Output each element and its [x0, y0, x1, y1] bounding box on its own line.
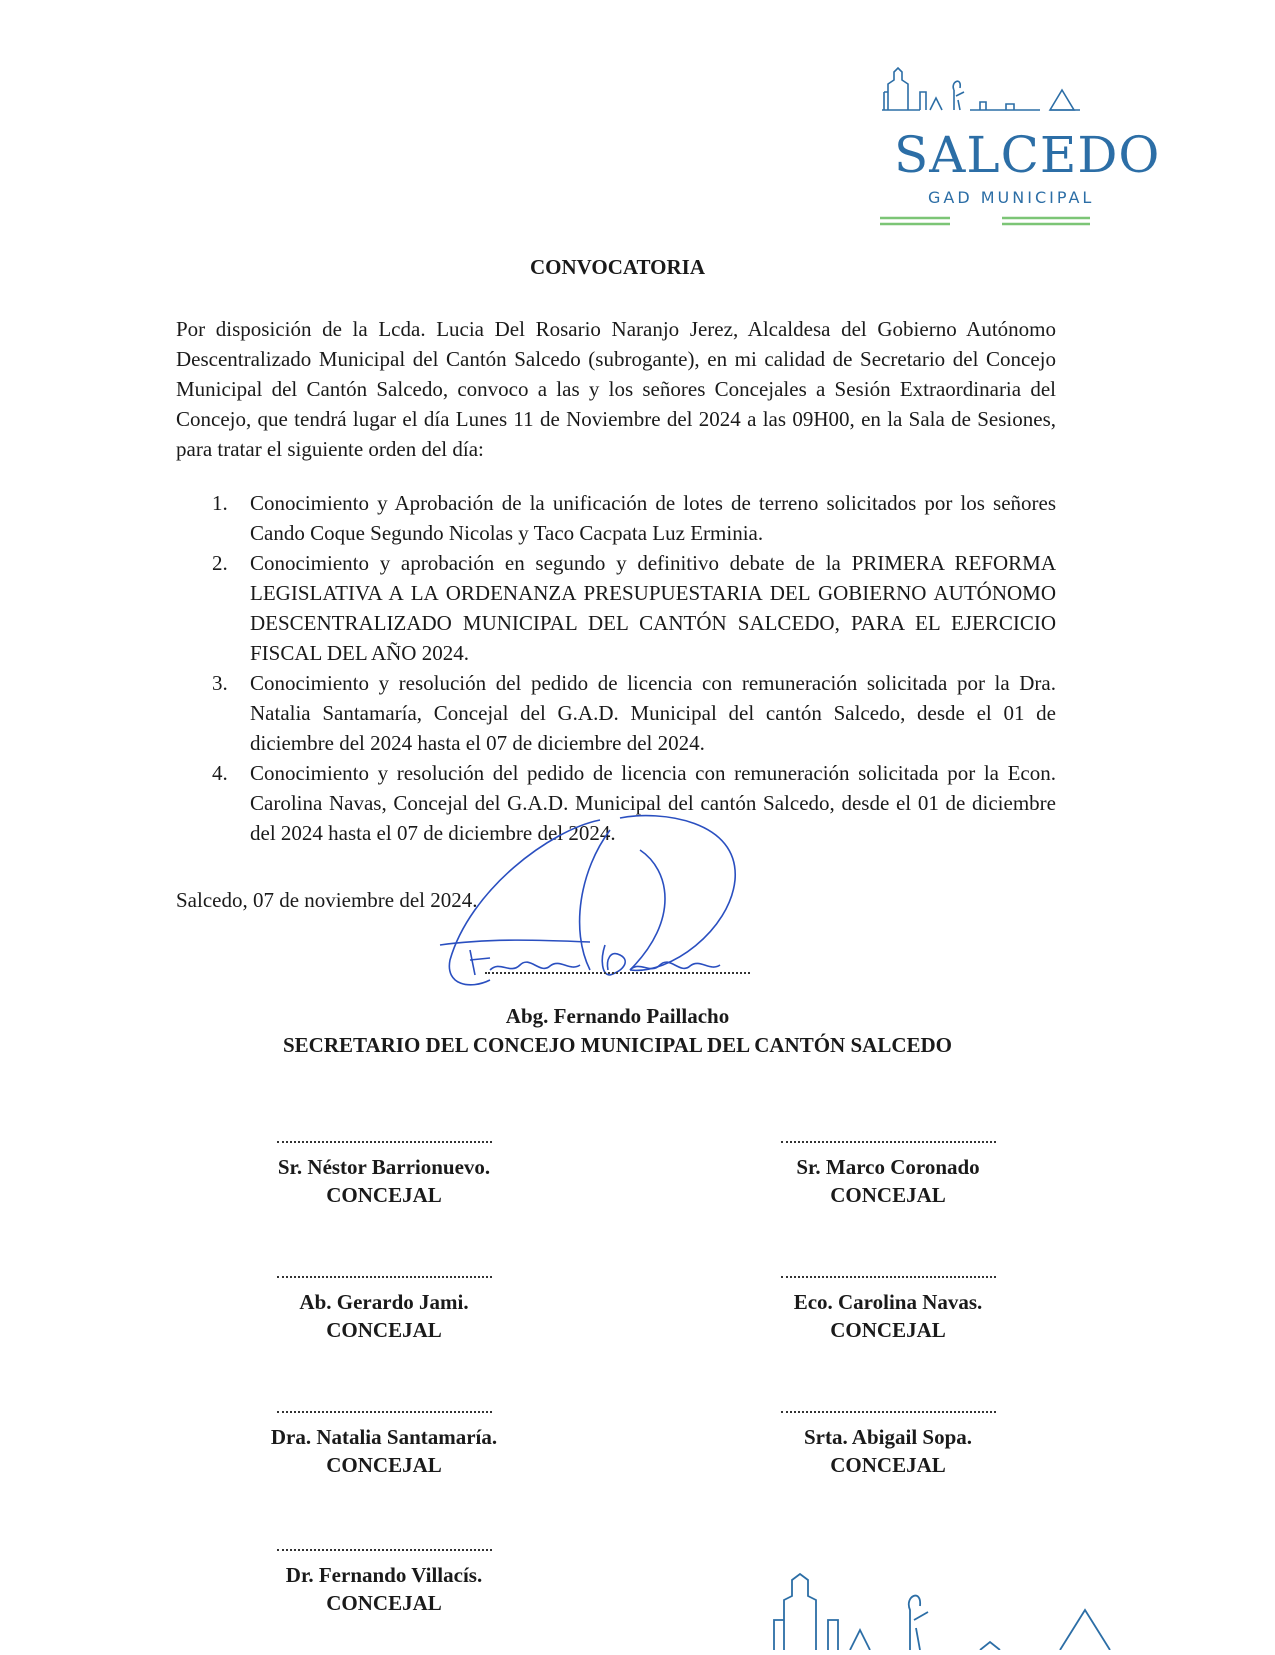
- agenda-item-text: Conocimiento y aprobación en segundo y definitivo debate de la PRIMERA REFORMA LEGISLATIVA A LA ORDENANZA PRESUPUESTARIA DEL GOBIERNO AUTÓNOMO DESCENTRALIZADO MUNICIPAL DEL CANTÓN SALCEDO, PARA EL EJERCICIO FISCAL DEL AÑO 2024.: [250, 551, 1056, 665]
- signature-line: [277, 1276, 492, 1278]
- footer-skyline: [770, 1540, 1150, 1650]
- agenda-item-number: 4.: [212, 761, 228, 785]
- councillor-name: Srta. Abigail Sopa.: [803, 1425, 973, 1449]
- councillor-role: CONCEJAL: [326, 1591, 442, 1615]
- councillor-signature-block: [738, 1411, 1038, 1479]
- councillor-signature-block: [234, 1276, 534, 1344]
- councillor-signature-block: [234, 1549, 534, 1617]
- signature-line: [277, 1141, 492, 1143]
- agenda-item: [176, 548, 1056, 668]
- agenda-item-number: 3.: [212, 671, 228, 695]
- agenda-item-text: Conocimiento y resolución del pedido de licencia con remuneración solicitada por la Dra. Natalia Santamaría, Concejal del G.A.D. Municipal del cantón Salcedo, desde el 01 de diciembre del 2024 hasta el 07 de diciembre del 2024.: [250, 671, 1056, 755]
- councillor-name: Ab. Gerardo Jami.: [299, 1290, 469, 1314]
- logo-underline-icon: [880, 62, 1161, 242]
- logo-subtitle: GAD MUNICIPAL: [928, 188, 1095, 207]
- signature-line: [781, 1411, 996, 1413]
- councillor-name: Sr. Néstor Barrionuevo.: [277, 1155, 491, 1179]
- agenda-item-number: 1.: [212, 491, 228, 515]
- signature-line: [277, 1411, 492, 1413]
- councillor-role: CONCEJAL: [830, 1318, 946, 1342]
- councillor-name: Sr. Marco Coronado: [796, 1155, 980, 1179]
- councillor-role: CONCEJAL: [326, 1318, 442, 1342]
- signature-line: [277, 1549, 492, 1551]
- councillor-signature-block: [234, 1141, 534, 1209]
- councillor-name: Dra. Natalia Santamaría.: [270, 1425, 498, 1449]
- councillor-role: CONCEJAL: [830, 1183, 946, 1207]
- secretary-signature: [430, 810, 810, 1010]
- councillor-signature-block: [738, 1141, 1038, 1209]
- place-date: Salcedo, 07 de noviembre del 2024.: [176, 888, 478, 912]
- signature-line: [781, 1141, 996, 1143]
- agenda-item: [176, 668, 1056, 758]
- councillor-signature-block: [738, 1276, 1038, 1344]
- agenda-list: [176, 488, 1056, 848]
- councillor-name: Eco. Carolina Navas.: [793, 1290, 983, 1314]
- councillor-signature-block: [234, 1411, 534, 1479]
- agenda-item: [176, 488, 1056, 548]
- signature-icon: [430, 810, 810, 1010]
- agenda-item-text: Conocimiento y resolución del pedido de licencia con remuneración solicitada por la Econ. Carolina Navas, Concejal del G.A.D. Municipal del cantón Salcedo, desde el 01 de diciembre del 2024 hasta el 07 de diciembre del 2024.: [250, 761, 1056, 845]
- secretary-name-text: Abg. Fernando Paillacho: [505, 1004, 730, 1028]
- agenda-item-text: Conocimiento y Aprobación de la unificación de lotes de terreno solicitados por los señores Cando Coque Segundo Nicolas y Taco Cacpata Luz Erminia.: [250, 491, 1056, 545]
- signature-line: [781, 1276, 996, 1278]
- logo-name: SALCEDO: [894, 126, 1161, 184]
- councillor-role: CONCEJAL: [830, 1453, 946, 1477]
- councillor-role: CONCEJAL: [326, 1183, 442, 1207]
- councillor-name: Dr. Fernando Villacís.: [285, 1563, 483, 1587]
- councillor-role: CONCEJAL: [326, 1453, 442, 1477]
- secretary-signature-line: [485, 972, 750, 974]
- skyline-watermark-icon: [770, 1540, 1150, 1650]
- agenda-item-number: 2.: [212, 551, 228, 575]
- salcedo-logo: [880, 62, 1161, 242]
- document-title: CONVOCATORIA: [530, 255, 705, 279]
- secretary-title: SECRETARIO DEL CONCEJO MUNICIPAL DEL CANTÓN SALCEDO: [283, 1033, 952, 1057]
- secretary-name: [0, 1004, 1235, 1029]
- intro-paragraph: Por disposición de la Lcda. Lucia Del Rosario Naranjo Jerez, Alcaldesa del Gobierno Autónomo Descentralizado Municipal del Cantón Salcedo (subrogante), en mi calidad de Secretario del Concejo Municipal del Cantón Salcedo, convoco a las y los señores Concejales a Sesión Extraordinaria del Concejo, que tendrá lugar el día Lunes 11 de Noviembre del 2024 a las 09H00, en la Sala de Sesiones, para tratar el siguiente orden del día:: [176, 317, 1056, 461]
